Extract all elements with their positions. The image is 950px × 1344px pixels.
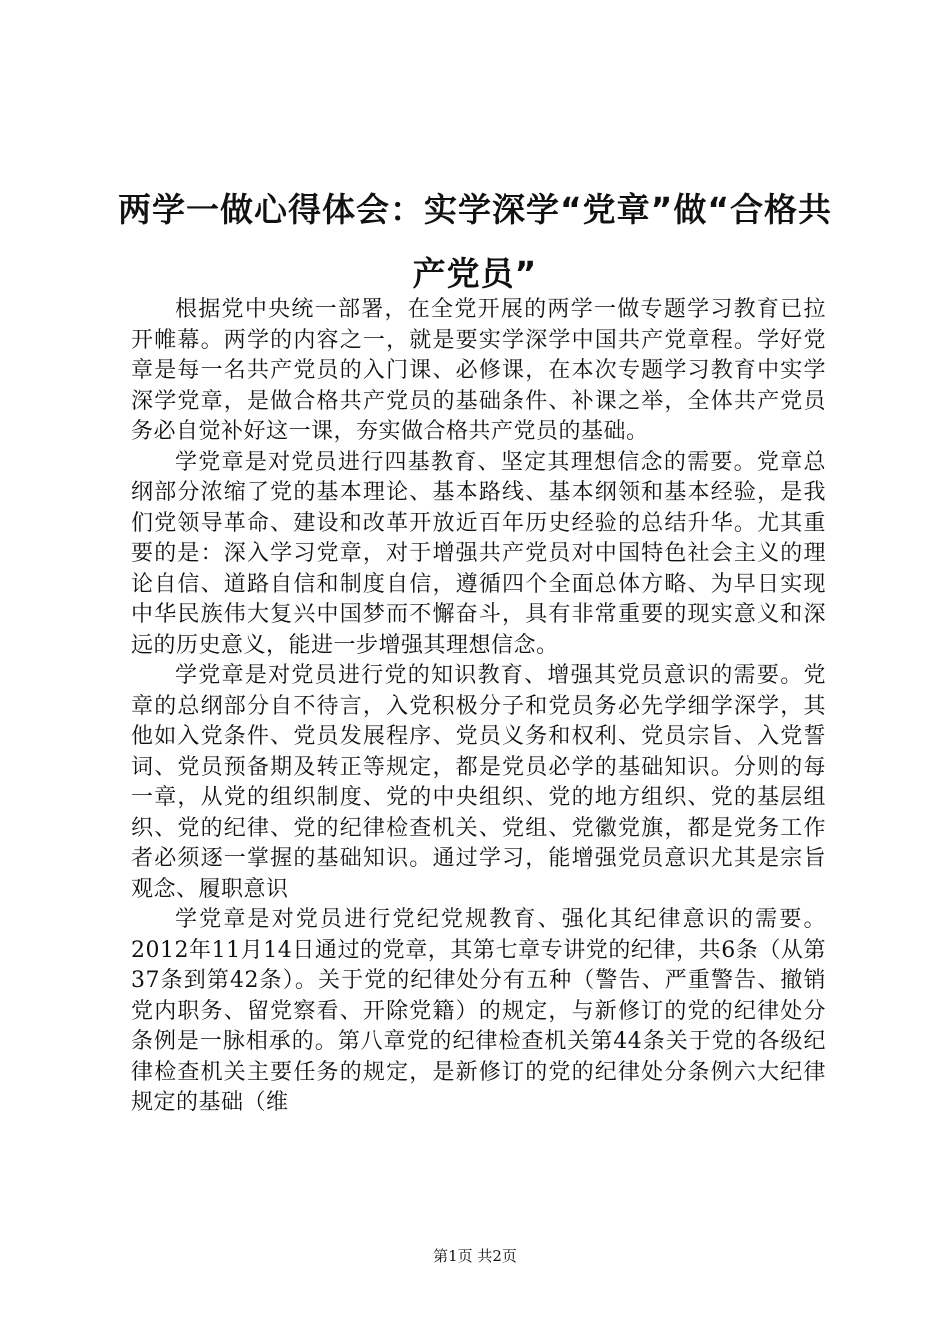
paragraph: 学党章是对党员进行党的知识教育、增强其党员意识的需要。党章的总纲部分自不待言，入党积极分子和党员务必先学细学深学，其他如入党条件、党员发展程序、党员义务和权利、党员宗旨、入党誓词、党员预备期及转正等规定，都是党员必学的基础知识。分则的每一章，从党的组织制度、党的中央组织、党的地方组织、党的基层组织、党的纪律、党的纪律检查机关、党组、党徽党旗，都是党务工作者必须逐一掌握的基础知识。通过学习，能增强党员意识尤其是宗旨观念、履职意识 <box>131 663 826 902</box>
document-body <box>131 295 826 1119</box>
paragraph: 学党章是对党员进行四基教育、坚定其理想信念的需要。党章总纲部分浓缩了党的基本理论、基本路线、基本纲领和基本经验，是我们党领导革命、建设和改革开放近百年历史经验的总结升华。尤其重要的是：深入学习党章，对于增强共产党员对中国特色社会主义的理论自信、道路自信和制度自信，遵循四个全面总体方略、为早日实现中华民族伟大复兴中国梦而不懈奋斗，具有非常重要的现实意义和深远的历史意义，能进一步增强其理想信念。 <box>131 449 826 658</box>
document-title: 两学一做心得体会：实学深学“党章”做“合格共产党员” <box>117 190 833 293</box>
paragraph: 学党章是对党员进行党纪党规教育、强化其纪律意识的需要。2012年11月14日通过的党章，其第七章专讲党的纪律，共6条（从第37条到第42条）。关于党的纪律处分有五种（警告、严重警告、撤销党内职务、留党察看、开除党籍）的规定，与新修订的党的纪律处分条例是一脉相承的。第八章党的纪律检查机关第44条关于党的各级纪律检查机关主要任务的规定，是新修订的党的纪律处分条例六大纪律规定的基础（维 <box>131 907 826 1115</box>
page-number-footer: 第1页 共2页 <box>433 1247 517 1265</box>
paragraph: 根据党中央统一部署，在全党开展的两学一做专题学习教育已拉开帷幕。两学的内容之一，就是要实学深学中国共产党章程。学好党章是每一名共产党员的入门课、必修课，在本次专题学习教育中实学深学党章，是做合格共产党员的基础条件、补课之举，全体共产党员务必自觉补好这一课，夯实做合格共产党员的基础。 <box>131 297 826 444</box>
